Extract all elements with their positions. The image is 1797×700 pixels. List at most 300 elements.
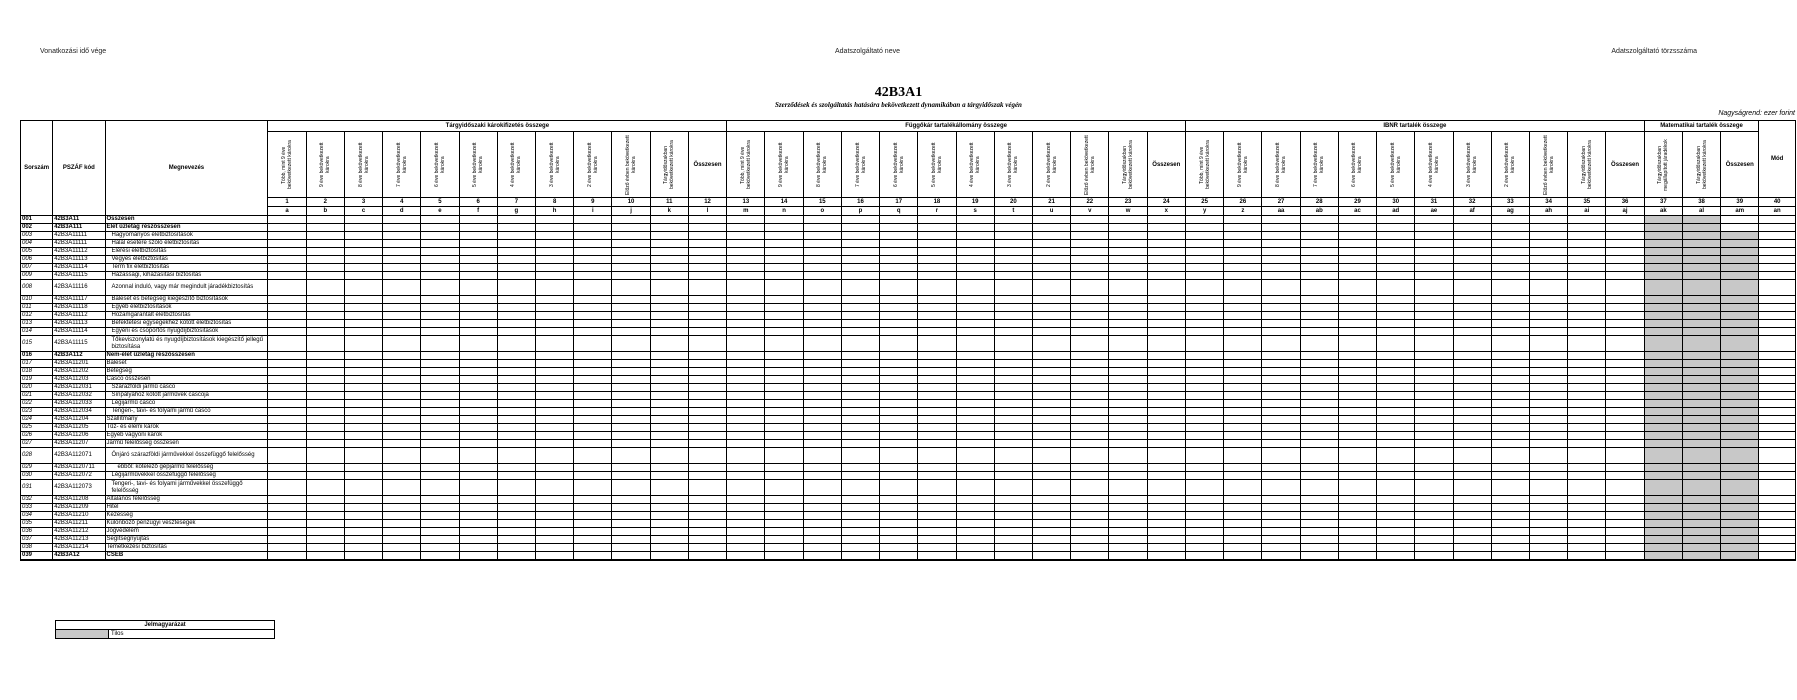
data-cell[interactable] bbox=[1721, 504, 1759, 512]
data-cell[interactable] bbox=[268, 392, 306, 400]
data-cell[interactable] bbox=[880, 480, 918, 496]
data-cell[interactable] bbox=[956, 440, 994, 448]
data-cell[interactable] bbox=[1759, 536, 1796, 544]
data-cell[interactable] bbox=[1415, 392, 1453, 400]
data-cell[interactable] bbox=[688, 240, 726, 248]
data-cell[interactable] bbox=[1415, 552, 1453, 561]
data-cell[interactable] bbox=[1147, 472, 1185, 480]
data-cell[interactable] bbox=[1644, 264, 1682, 272]
data-cell[interactable] bbox=[1186, 528, 1224, 536]
data-cell[interactable] bbox=[688, 248, 726, 256]
data-cell[interactable] bbox=[306, 520, 344, 528]
data-cell[interactable] bbox=[497, 432, 535, 440]
data-cell[interactable] bbox=[1529, 352, 1567, 360]
data-cell[interactable] bbox=[765, 216, 803, 224]
data-cell[interactable] bbox=[1644, 448, 1682, 464]
data-cell[interactable] bbox=[1682, 440, 1720, 448]
data-cell[interactable] bbox=[1377, 240, 1415, 248]
data-cell[interactable] bbox=[1453, 224, 1491, 232]
data-cell[interactable] bbox=[1071, 552, 1109, 561]
data-cell[interactable] bbox=[1568, 232, 1606, 240]
data-cell[interactable] bbox=[727, 472, 765, 480]
data-cell[interactable] bbox=[1491, 304, 1529, 312]
data-cell[interactable] bbox=[1453, 304, 1491, 312]
data-cell[interactable] bbox=[268, 400, 306, 408]
data-cell[interactable] bbox=[1529, 520, 1567, 528]
data-cell[interactable] bbox=[727, 552, 765, 561]
data-cell[interactable] bbox=[1032, 360, 1070, 368]
data-cell[interactable] bbox=[994, 352, 1032, 360]
data-cell[interactable] bbox=[1721, 528, 1759, 536]
data-cell[interactable] bbox=[1644, 384, 1682, 392]
data-cell[interactable] bbox=[421, 520, 459, 528]
data-cell[interactable] bbox=[1032, 504, 1070, 512]
data-cell[interactable] bbox=[1071, 224, 1109, 232]
data-cell[interactable] bbox=[994, 480, 1032, 496]
data-cell[interactable] bbox=[841, 464, 879, 472]
data-cell[interactable] bbox=[688, 480, 726, 496]
data-cell[interactable] bbox=[1377, 504, 1415, 512]
data-cell[interactable] bbox=[956, 400, 994, 408]
data-cell[interactable] bbox=[765, 296, 803, 304]
data-cell[interactable] bbox=[803, 552, 841, 561]
data-cell[interactable] bbox=[918, 512, 956, 520]
data-cell[interactable] bbox=[344, 240, 382, 248]
data-cell[interactable] bbox=[1606, 360, 1644, 368]
data-cell[interactable] bbox=[421, 264, 459, 272]
data-cell[interactable] bbox=[956, 264, 994, 272]
data-cell[interactable] bbox=[1262, 520, 1300, 528]
data-cell[interactable] bbox=[1606, 544, 1644, 552]
data-cell[interactable] bbox=[1606, 320, 1644, 328]
data-cell[interactable] bbox=[956, 520, 994, 528]
data-cell[interactable] bbox=[1377, 328, 1415, 336]
data-cell[interactable] bbox=[994, 392, 1032, 400]
data-cell[interactable] bbox=[268, 448, 306, 464]
data-cell[interactable] bbox=[1109, 424, 1147, 432]
data-cell[interactable] bbox=[1147, 336, 1185, 352]
data-cell[interactable] bbox=[1644, 496, 1682, 504]
data-cell[interactable] bbox=[1644, 400, 1682, 408]
data-cell[interactable] bbox=[956, 224, 994, 232]
data-cell[interactable] bbox=[1491, 376, 1529, 384]
data-cell[interactable] bbox=[1186, 544, 1224, 552]
data-cell[interactable] bbox=[1338, 312, 1376, 320]
data-cell[interactable] bbox=[1682, 448, 1720, 464]
data-cell[interactable] bbox=[344, 512, 382, 520]
data-cell[interactable] bbox=[459, 520, 497, 528]
data-cell[interactable] bbox=[1415, 416, 1453, 424]
data-cell[interactable] bbox=[1186, 552, 1224, 561]
data-cell[interactable] bbox=[1338, 472, 1376, 480]
data-cell[interactable] bbox=[1300, 224, 1338, 232]
data-cell[interactable] bbox=[1300, 280, 1338, 296]
data-cell[interactable] bbox=[459, 416, 497, 424]
data-cell[interactable] bbox=[1529, 312, 1567, 320]
data-cell[interactable] bbox=[1721, 224, 1759, 232]
data-cell[interactable] bbox=[1415, 232, 1453, 240]
data-cell[interactable] bbox=[306, 392, 344, 400]
data-cell[interactable] bbox=[1071, 424, 1109, 432]
data-cell[interactable] bbox=[1224, 240, 1262, 248]
data-cell[interactable] bbox=[344, 312, 382, 320]
data-cell[interactable] bbox=[1338, 296, 1376, 304]
data-cell[interactable] bbox=[918, 248, 956, 256]
data-cell[interactable] bbox=[1606, 440, 1644, 448]
data-cell[interactable] bbox=[383, 472, 421, 480]
data-cell[interactable] bbox=[1529, 280, 1567, 296]
data-cell[interactable] bbox=[1529, 216, 1567, 224]
data-cell[interactable] bbox=[574, 480, 612, 496]
data-cell[interactable] bbox=[536, 544, 574, 552]
data-cell[interactable] bbox=[1262, 376, 1300, 384]
data-cell[interactable] bbox=[1529, 256, 1567, 264]
data-cell[interactable] bbox=[1568, 440, 1606, 448]
data-cell[interactable] bbox=[383, 432, 421, 440]
data-cell[interactable] bbox=[1032, 232, 1070, 240]
data-cell[interactable] bbox=[1529, 504, 1567, 512]
data-cell[interactable] bbox=[650, 464, 688, 472]
data-cell[interactable] bbox=[1644, 472, 1682, 480]
data-cell[interactable] bbox=[383, 416, 421, 424]
data-cell[interactable] bbox=[765, 304, 803, 312]
data-cell[interactable] bbox=[1224, 408, 1262, 416]
data-cell[interactable] bbox=[1071, 272, 1109, 280]
data-cell[interactable] bbox=[1644, 464, 1682, 472]
data-cell[interactable] bbox=[1568, 448, 1606, 464]
data-cell[interactable] bbox=[344, 280, 382, 296]
data-cell[interactable] bbox=[1606, 408, 1644, 416]
data-cell[interactable] bbox=[536, 448, 574, 464]
data-cell[interactable] bbox=[765, 224, 803, 232]
data-cell[interactable] bbox=[727, 376, 765, 384]
data-cell[interactable] bbox=[1491, 312, 1529, 320]
data-cell[interactable] bbox=[994, 376, 1032, 384]
data-cell[interactable] bbox=[765, 312, 803, 320]
data-cell[interactable] bbox=[612, 368, 650, 376]
data-cell[interactable] bbox=[1300, 256, 1338, 264]
data-cell[interactable] bbox=[1568, 256, 1606, 264]
data-cell[interactable] bbox=[841, 432, 879, 440]
data-cell[interactable] bbox=[688, 264, 726, 272]
data-cell[interactable] bbox=[268, 304, 306, 312]
data-cell[interactable] bbox=[536, 432, 574, 440]
data-cell[interactable] bbox=[1377, 496, 1415, 504]
data-cell[interactable] bbox=[383, 384, 421, 392]
data-cell[interactable] bbox=[421, 384, 459, 392]
data-cell[interactable] bbox=[1186, 224, 1224, 232]
data-cell[interactable] bbox=[1568, 272, 1606, 280]
data-cell[interactable] bbox=[344, 408, 382, 416]
data-cell[interactable] bbox=[497, 504, 535, 512]
data-cell[interactable] bbox=[803, 320, 841, 328]
data-cell[interactable] bbox=[1224, 504, 1262, 512]
data-cell[interactable] bbox=[1262, 360, 1300, 368]
data-cell[interactable] bbox=[1300, 248, 1338, 256]
data-cell[interactable] bbox=[574, 472, 612, 480]
data-cell[interactable] bbox=[1262, 544, 1300, 552]
data-cell[interactable] bbox=[1071, 416, 1109, 424]
data-cell[interactable] bbox=[536, 296, 574, 304]
data-cell[interactable] bbox=[1109, 328, 1147, 336]
data-cell[interactable] bbox=[1186, 232, 1224, 240]
data-cell[interactable] bbox=[344, 520, 382, 528]
data-cell[interactable] bbox=[306, 496, 344, 504]
data-cell[interactable] bbox=[994, 232, 1032, 240]
data-cell[interactable] bbox=[1262, 480, 1300, 496]
data-cell[interactable] bbox=[344, 440, 382, 448]
data-cell[interactable] bbox=[1147, 360, 1185, 368]
data-cell[interactable] bbox=[268, 416, 306, 424]
data-cell[interactable] bbox=[1147, 352, 1185, 360]
data-cell[interactable] bbox=[1606, 272, 1644, 280]
data-cell[interactable] bbox=[1644, 248, 1682, 256]
data-cell[interactable] bbox=[344, 216, 382, 224]
data-cell[interactable] bbox=[880, 312, 918, 320]
data-cell[interactable] bbox=[536, 280, 574, 296]
data-cell[interactable] bbox=[1109, 360, 1147, 368]
data-cell[interactable] bbox=[536, 328, 574, 336]
data-cell[interactable] bbox=[841, 216, 879, 224]
data-cell[interactable] bbox=[1071, 512, 1109, 520]
data-cell[interactable] bbox=[1759, 504, 1796, 512]
data-cell[interactable] bbox=[1415, 440, 1453, 448]
data-cell[interactable] bbox=[1529, 552, 1567, 561]
data-cell[interactable] bbox=[1262, 216, 1300, 224]
data-cell[interactable] bbox=[459, 552, 497, 561]
data-cell[interactable] bbox=[1491, 504, 1529, 512]
data-cell[interactable] bbox=[1032, 248, 1070, 256]
data-cell[interactable] bbox=[306, 472, 344, 480]
data-cell[interactable] bbox=[1606, 464, 1644, 472]
data-cell[interactable] bbox=[1453, 384, 1491, 392]
data-cell[interactable] bbox=[497, 240, 535, 248]
data-cell[interactable] bbox=[344, 248, 382, 256]
data-cell[interactable] bbox=[536, 264, 574, 272]
data-cell[interactable] bbox=[421, 328, 459, 336]
data-cell[interactable] bbox=[1759, 360, 1796, 368]
data-cell[interactable] bbox=[1453, 320, 1491, 328]
data-cell[interactable] bbox=[994, 512, 1032, 520]
data-cell[interactable] bbox=[1109, 272, 1147, 280]
data-cell[interactable] bbox=[1109, 240, 1147, 248]
data-cell[interactable] bbox=[994, 448, 1032, 464]
data-cell[interactable] bbox=[1186, 376, 1224, 384]
data-cell[interactable] bbox=[1262, 440, 1300, 448]
data-cell[interactable] bbox=[1071, 376, 1109, 384]
data-cell[interactable] bbox=[459, 312, 497, 320]
data-cell[interactable] bbox=[1759, 296, 1796, 304]
data-cell[interactable] bbox=[1682, 400, 1720, 408]
data-cell[interactable] bbox=[1377, 408, 1415, 416]
data-cell[interactable] bbox=[1071, 544, 1109, 552]
data-cell[interactable] bbox=[1606, 240, 1644, 248]
data-cell[interactable] bbox=[1338, 392, 1376, 400]
data-cell[interactable] bbox=[1415, 384, 1453, 392]
data-cell[interactable] bbox=[536, 504, 574, 512]
data-cell[interactable] bbox=[994, 224, 1032, 232]
data-cell[interactable] bbox=[1186, 256, 1224, 264]
data-cell[interactable] bbox=[1759, 240, 1796, 248]
data-cell[interactable] bbox=[1300, 336, 1338, 352]
data-cell[interactable] bbox=[344, 304, 382, 312]
data-cell[interactable] bbox=[1644, 240, 1682, 248]
data-cell[interactable] bbox=[421, 280, 459, 296]
data-cell[interactable] bbox=[1606, 400, 1644, 408]
data-cell[interactable] bbox=[1529, 408, 1567, 416]
data-cell[interactable] bbox=[459, 480, 497, 496]
data-cell[interactable] bbox=[268, 248, 306, 256]
data-cell[interactable] bbox=[841, 472, 879, 480]
data-cell[interactable] bbox=[1147, 384, 1185, 392]
data-cell[interactable] bbox=[1071, 232, 1109, 240]
data-cell[interactable] bbox=[1491, 400, 1529, 408]
data-cell[interactable] bbox=[1415, 544, 1453, 552]
data-cell[interactable] bbox=[497, 248, 535, 256]
data-cell[interactable] bbox=[421, 440, 459, 448]
data-cell[interactable] bbox=[1491, 224, 1529, 232]
data-cell[interactable] bbox=[1759, 384, 1796, 392]
data-cell[interactable] bbox=[1109, 368, 1147, 376]
data-cell[interactable] bbox=[880, 464, 918, 472]
data-cell[interactable] bbox=[803, 384, 841, 392]
data-cell[interactable] bbox=[268, 336, 306, 352]
data-cell[interactable] bbox=[803, 544, 841, 552]
data-cell[interactable] bbox=[383, 448, 421, 464]
data-cell[interactable] bbox=[1491, 432, 1529, 440]
data-cell[interactable] bbox=[1071, 464, 1109, 472]
data-cell[interactable] bbox=[497, 552, 535, 561]
data-cell[interactable] bbox=[1338, 552, 1376, 561]
data-cell[interactable] bbox=[1032, 272, 1070, 280]
data-cell[interactable] bbox=[765, 264, 803, 272]
data-cell[interactable] bbox=[994, 496, 1032, 504]
data-cell[interactable] bbox=[574, 432, 612, 440]
data-cell[interactable] bbox=[421, 352, 459, 360]
data-cell[interactable] bbox=[765, 480, 803, 496]
data-cell[interactable] bbox=[1529, 544, 1567, 552]
data-cell[interactable] bbox=[1338, 464, 1376, 472]
data-cell[interactable] bbox=[1109, 232, 1147, 240]
data-cell[interactable] bbox=[650, 424, 688, 432]
data-cell[interactable] bbox=[497, 416, 535, 424]
data-cell[interactable] bbox=[1071, 472, 1109, 480]
data-cell[interactable] bbox=[1491, 216, 1529, 224]
data-cell[interactable] bbox=[459, 512, 497, 520]
data-cell[interactable] bbox=[803, 400, 841, 408]
data-cell[interactable] bbox=[994, 360, 1032, 368]
data-cell[interactable] bbox=[688, 496, 726, 504]
data-cell[interactable] bbox=[1759, 272, 1796, 280]
data-cell[interactable] bbox=[383, 320, 421, 328]
data-cell[interactable] bbox=[1491, 384, 1529, 392]
data-cell[interactable] bbox=[1491, 448, 1529, 464]
data-cell[interactable] bbox=[1453, 368, 1491, 376]
data-cell[interactable] bbox=[268, 264, 306, 272]
data-cell[interactable] bbox=[1568, 552, 1606, 561]
data-cell[interactable] bbox=[1109, 480, 1147, 496]
data-cell[interactable] bbox=[1109, 248, 1147, 256]
data-cell[interactable] bbox=[574, 312, 612, 320]
data-cell[interactable] bbox=[727, 480, 765, 496]
data-cell[interactable] bbox=[612, 424, 650, 432]
data-cell[interactable] bbox=[306, 328, 344, 336]
data-cell[interactable] bbox=[841, 304, 879, 312]
data-cell[interactable] bbox=[1682, 416, 1720, 424]
data-cell[interactable] bbox=[956, 416, 994, 424]
data-cell[interactable] bbox=[459, 304, 497, 312]
data-cell[interactable] bbox=[421, 552, 459, 561]
data-cell[interactable] bbox=[1071, 520, 1109, 528]
data-cell[interactable] bbox=[1032, 216, 1070, 224]
data-cell[interactable] bbox=[1338, 408, 1376, 416]
data-cell[interactable] bbox=[1032, 312, 1070, 320]
data-cell[interactable] bbox=[1300, 400, 1338, 408]
data-cell[interactable] bbox=[612, 360, 650, 368]
data-cell[interactable] bbox=[880, 504, 918, 512]
data-cell[interactable] bbox=[1453, 248, 1491, 256]
data-cell[interactable] bbox=[344, 392, 382, 400]
data-cell[interactable] bbox=[1721, 536, 1759, 544]
data-cell[interactable] bbox=[688, 256, 726, 264]
data-cell[interactable] bbox=[803, 536, 841, 544]
data-cell[interactable] bbox=[421, 320, 459, 328]
data-cell[interactable] bbox=[1721, 328, 1759, 336]
data-cell[interactable] bbox=[956, 464, 994, 472]
data-cell[interactable] bbox=[383, 552, 421, 561]
data-cell[interactable] bbox=[459, 400, 497, 408]
data-cell[interactable] bbox=[306, 248, 344, 256]
data-cell[interactable] bbox=[1644, 312, 1682, 320]
data-cell[interactable] bbox=[1147, 424, 1185, 432]
data-cell[interactable] bbox=[1300, 552, 1338, 561]
data-cell[interactable] bbox=[880, 400, 918, 408]
data-cell[interactable] bbox=[1682, 392, 1720, 400]
data-cell[interactable] bbox=[994, 296, 1032, 304]
data-cell[interactable] bbox=[1262, 272, 1300, 280]
data-cell[interactable] bbox=[268, 312, 306, 320]
data-cell[interactable] bbox=[612, 536, 650, 544]
data-cell[interactable] bbox=[1147, 320, 1185, 328]
data-cell[interactable] bbox=[344, 368, 382, 376]
data-cell[interactable] bbox=[1262, 416, 1300, 424]
data-cell[interactable] bbox=[1759, 232, 1796, 240]
data-cell[interactable] bbox=[1224, 432, 1262, 440]
data-cell[interactable] bbox=[994, 520, 1032, 528]
data-cell[interactable] bbox=[1606, 392, 1644, 400]
data-cell[interactable] bbox=[1224, 360, 1262, 368]
data-cell[interactable] bbox=[1071, 368, 1109, 376]
data-cell[interactable] bbox=[956, 368, 994, 376]
data-cell[interactable] bbox=[268, 512, 306, 520]
data-cell[interactable] bbox=[306, 384, 344, 392]
data-cell[interactable] bbox=[1568, 392, 1606, 400]
data-cell[interactable] bbox=[1721, 472, 1759, 480]
data-cell[interactable] bbox=[574, 272, 612, 280]
data-cell[interactable] bbox=[1147, 232, 1185, 240]
data-cell[interactable] bbox=[1109, 544, 1147, 552]
data-cell[interactable] bbox=[688, 216, 726, 224]
data-cell[interactable] bbox=[1529, 272, 1567, 280]
data-cell[interactable] bbox=[1338, 304, 1376, 312]
data-cell[interactable] bbox=[688, 360, 726, 368]
data-cell[interactable] bbox=[1224, 352, 1262, 360]
data-cell[interactable] bbox=[650, 496, 688, 504]
data-cell[interactable] bbox=[1415, 264, 1453, 272]
data-cell[interactable] bbox=[1721, 368, 1759, 376]
data-cell[interactable] bbox=[1759, 512, 1796, 520]
data-cell[interactable] bbox=[1262, 512, 1300, 520]
